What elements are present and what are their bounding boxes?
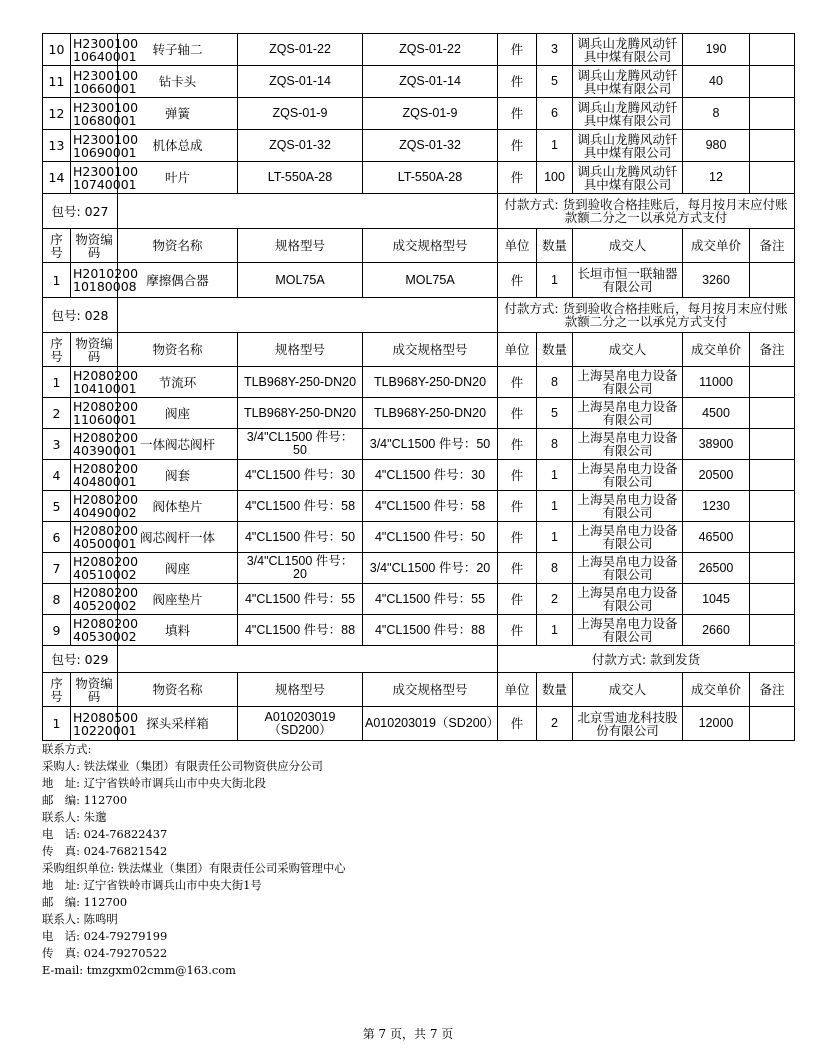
material-code-cell: H2080200 40520002 (71, 584, 118, 615)
header-name: 物资名称 (118, 333, 238, 367)
table-header-row (43, 229, 795, 263)
supplier-cell: 上海昊帛电力设备有限公司 (573, 460, 683, 491)
package-number: 包号: 028 (43, 298, 118, 333)
spec-cell: 3/4"CL1500 件号：20 (238, 553, 363, 584)
material-code-cell: H2080200 40480001 (71, 460, 118, 491)
unit-cell: 件 (498, 615, 537, 646)
remark-cell (750, 522, 795, 553)
price-cell: 12000 (683, 707, 750, 741)
contact-line: 邮 编: 112700 (42, 793, 128, 807)
seq-cell: 11 (43, 66, 71, 98)
qty-cell: 8 (537, 553, 573, 584)
seq-cell: 1 (43, 707, 71, 741)
package-spacer (118, 298, 498, 333)
unit-cell: 件 (498, 367, 537, 398)
supplier-cell: 上海昊帛电力设备有限公司 (573, 522, 683, 553)
header-code: 物资编码 (71, 673, 118, 707)
header-supplier: 成交人 (573, 333, 683, 367)
supplier-cell: 上海昊帛电力设备有限公司 (573, 553, 683, 584)
header-unit: 单位 (498, 333, 537, 367)
header-remark: 备注 (750, 333, 795, 367)
price-cell: 3260 (683, 263, 750, 298)
table-row (43, 367, 795, 398)
material-name-cell: 探头采样箱 (118, 707, 238, 741)
qty-cell: 8 (537, 367, 573, 398)
deal-spec-cell: 3/4"CL1500 件号：50 (363, 429, 498, 460)
remark-cell (750, 263, 795, 298)
header-deal-spec: 成交规格型号 (363, 229, 498, 263)
spec-cell: ZQS-01-32 (238, 130, 363, 162)
deal-spec-cell: TLB968Y-250-DN20 (363, 398, 498, 429)
seq-cell: 6 (43, 522, 71, 553)
table-row (43, 162, 795, 194)
header-spec: 规格型号 (238, 333, 363, 367)
contact-line: 联系人: 朱邈 (42, 810, 107, 824)
remark-cell (750, 162, 795, 194)
price-cell: 11000 (683, 367, 750, 398)
qty-cell: 1 (537, 130, 573, 162)
deal-spec-cell: 4"CL1500 件号：50 (363, 522, 498, 553)
price-cell: 40 (683, 66, 750, 98)
material-name-cell: 一体阀芯阀杆 (118, 429, 238, 460)
seq-cell: 1 (43, 367, 71, 398)
material-code-cell: H2080200 40490002 (71, 491, 118, 522)
remark-cell (750, 553, 795, 584)
material-name-cell: 阀套 (118, 460, 238, 491)
spec-cell: 4"CL1500 件号：50 (238, 522, 363, 553)
header-price: 成交单价 (683, 673, 750, 707)
unit-cell: 件 (498, 98, 537, 130)
remark-cell (750, 98, 795, 130)
deal-spec-cell: A010203019（SD200） (363, 707, 498, 741)
contact-line: 电 话: 024-79279199 (42, 929, 168, 943)
deal-spec-cell: TLB968Y-250-DN20 (363, 367, 498, 398)
spec-cell: TLB968Y-250-DN20 (238, 398, 363, 429)
material-code-cell: H2080200 40390001 (71, 429, 118, 460)
material-code-cell: H2080200 11060001 (71, 398, 118, 429)
material-name-cell: 节流环 (118, 367, 238, 398)
contact-info (42, 741, 346, 979)
table-row (43, 130, 795, 162)
header-qty: 数量 (537, 333, 573, 367)
contact-line: 传 真: 024-76821542 (42, 844, 168, 858)
table-header-row (43, 333, 795, 367)
seq-cell: 5 (43, 491, 71, 522)
spec-cell: 4"CL1500 件号：55 (238, 584, 363, 615)
material-code-cell: H2010200 10180008 (71, 263, 118, 298)
header-seq: 序号 (43, 229, 71, 263)
unit-cell: 件 (498, 263, 537, 298)
deal-spec-cell: ZQS-01-32 (363, 130, 498, 162)
seq-cell: 10 (43, 34, 71, 66)
material-name-cell: 机体总成 (118, 130, 238, 162)
header-spec: 规格型号 (238, 229, 363, 263)
qty-cell: 1 (537, 522, 573, 553)
contact-line: 传 真: 024-79270522 (42, 946, 168, 960)
material-code-cell: H2080500 10220001 (71, 707, 118, 741)
spec-cell: ZQS-01-14 (238, 66, 363, 98)
spec-cell: 4"CL1500 件号：30 (238, 460, 363, 491)
remark-cell (750, 615, 795, 646)
qty-cell: 1 (537, 491, 573, 522)
deal-spec-cell: 4"CL1500 件号：88 (363, 615, 498, 646)
seq-cell: 12 (43, 98, 71, 130)
spec-cell: LT-550A-28 (238, 162, 363, 194)
contact-line: 地 址: 辽宁省铁岭市调兵山市中央大街1号 (42, 878, 262, 892)
header-spec: 规格型号 (238, 673, 363, 707)
price-cell: 4500 (683, 398, 750, 429)
material-name-cell: 阀座垫片 (118, 584, 238, 615)
material-name-cell: 阀座 (118, 398, 238, 429)
qty-cell: 2 (537, 584, 573, 615)
supplier-cell: 上海昊帛电力设备有限公司 (573, 615, 683, 646)
qty-cell: 5 (537, 66, 573, 98)
qty-cell: 6 (537, 98, 573, 130)
price-cell: 46500 (683, 522, 750, 553)
deal-spec-cell: 4"CL1500 件号：55 (363, 584, 498, 615)
contact-line: 联系方式: (42, 742, 92, 756)
deal-spec-cell: MOL75A (363, 263, 498, 298)
contact-line: 地 址: 辽宁省铁岭市调兵山市中央大街北段 (42, 776, 266, 790)
table-row (43, 398, 795, 429)
supplier-cell: 长垣市恒一联轴器有限公司 (573, 263, 683, 298)
table-row (43, 98, 795, 130)
unit-cell: 件 (498, 707, 537, 741)
price-cell: 26500 (683, 553, 750, 584)
header-price: 成交单价 (683, 333, 750, 367)
contact-line: E-mail: tmzgxm02cmm@163.com (42, 963, 236, 977)
contact-line: 联系人: 陈鸣明 (42, 912, 118, 926)
header-deal-spec: 成交规格型号 (363, 673, 498, 707)
header-price: 成交单价 (683, 229, 750, 263)
deal-spec-cell: ZQS-01-9 (363, 98, 498, 130)
seq-cell: 7 (43, 553, 71, 584)
unit-cell: 件 (498, 584, 537, 615)
spec-cell: ZQS-01-9 (238, 98, 363, 130)
payment-terms: 付款方式: 款到发货 (498, 646, 795, 673)
qty-cell: 1 (537, 460, 573, 491)
spec-cell: 3/4"CL1500 件号：50 (238, 429, 363, 460)
material-name-cell: 阀体垫片 (118, 491, 238, 522)
header-qty: 数量 (537, 229, 573, 263)
remark-cell (750, 130, 795, 162)
seq-cell: 3 (43, 429, 71, 460)
material-code-cell: H2080200 10410001 (71, 367, 118, 398)
price-cell: 8 (683, 98, 750, 130)
supplier-cell: 上海昊帛电力设备有限公司 (573, 584, 683, 615)
supplier-cell: 调兵山龙腾风动钎具中煤有限公司 (573, 34, 683, 66)
header-seq: 序号 (43, 333, 71, 367)
qty-cell: 2 (537, 707, 573, 741)
header-name: 物资名称 (118, 673, 238, 707)
unit-cell: 件 (498, 398, 537, 429)
table-header-row (43, 673, 795, 707)
material-code-cell: H2080200 40530002 (71, 615, 118, 646)
price-cell: 12 (683, 162, 750, 194)
remark-cell (750, 367, 795, 398)
spec-cell: ZQS-01-22 (238, 34, 363, 66)
table-row (43, 491, 795, 522)
contact-line: 采购人: 铁法煤业（集团）有限责任公司物资供应分公司 (42, 759, 323, 773)
material-code-cell: H2080200 40510002 (71, 553, 118, 584)
remark-cell (750, 584, 795, 615)
package-row (43, 646, 795, 673)
unit-cell: 件 (498, 34, 537, 66)
seq-cell: 4 (43, 460, 71, 491)
remark-cell (750, 460, 795, 491)
header-seq: 序号 (43, 673, 71, 707)
price-cell: 1230 (683, 491, 750, 522)
price-cell: 980 (683, 130, 750, 162)
material-code-cell: H2300100 10640001 (71, 34, 118, 66)
material-name-cell: 钻卡头 (118, 66, 238, 98)
contact-line: 采购组织单位: 铁法煤业（集团）有限责任公司采购管理中心 (42, 861, 346, 875)
seq-cell: 8 (43, 584, 71, 615)
header-deal-spec: 成交规格型号 (363, 333, 498, 367)
header-supplier: 成交人 (573, 229, 683, 263)
unit-cell: 件 (498, 66, 537, 98)
supplier-cell: 调兵山龙腾风动钎具中煤有限公司 (573, 98, 683, 130)
table-row (43, 460, 795, 491)
table-row (43, 66, 795, 98)
header-unit: 单位 (498, 673, 537, 707)
deal-spec-cell: 3/4"CL1500 件号：20 (363, 553, 498, 584)
package-row (43, 194, 795, 229)
payment-terms: 付款方式: 货到验收合格挂账后，每月按月末应付账款额二分之一以承兑方式支付 (498, 298, 795, 333)
table-row (43, 263, 795, 298)
package-spacer (118, 646, 498, 673)
table-row (43, 584, 795, 615)
header-unit: 单位 (498, 229, 537, 263)
seq-cell: 2 (43, 398, 71, 429)
price-cell: 1045 (683, 584, 750, 615)
material-name-cell: 阀座 (118, 553, 238, 584)
supplier-cell: 上海昊帛电力设备有限公司 (573, 429, 683, 460)
unit-cell: 件 (498, 460, 537, 491)
material-name-cell: 摩擦偶合器 (118, 263, 238, 298)
page-footer: 第 7 页，共 7 页 (362, 1027, 454, 1041)
material-code-cell: H2300100 10690001 (71, 130, 118, 162)
supplier-cell: 调兵山龙腾风动钎具中煤有限公司 (573, 162, 683, 194)
spec-cell: A010203019（SD200） (238, 707, 363, 741)
contact-line: 电 话: 024-76822437 (42, 827, 168, 841)
spec-cell: MOL75A (238, 263, 363, 298)
package-row (43, 298, 795, 333)
table-row (43, 522, 795, 553)
header-code: 物资编码 (71, 229, 118, 263)
qty-cell: 8 (537, 429, 573, 460)
material-name-cell: 阀芯阀杆一体 (118, 522, 238, 553)
remark-cell (750, 66, 795, 98)
deal-spec-cell: LT-550A-28 (363, 162, 498, 194)
package-number: 包号: 027 (43, 194, 118, 229)
qty-cell: 1 (537, 263, 573, 298)
procurement-result-table (42, 33, 795, 741)
remark-cell (750, 491, 795, 522)
remark-cell (750, 398, 795, 429)
supplier-cell: 上海昊帛电力设备有限公司 (573, 367, 683, 398)
qty-cell: 3 (537, 34, 573, 66)
table-row (43, 34, 795, 66)
package-spacer (118, 194, 498, 229)
qty-cell: 5 (537, 398, 573, 429)
deal-spec-cell: 4"CL1500 件号：30 (363, 460, 498, 491)
material-code-cell: H2300100 10660001 (71, 66, 118, 98)
spec-cell: TLB968Y-250-DN20 (238, 367, 363, 398)
table-row (43, 429, 795, 460)
header-remark: 备注 (750, 229, 795, 263)
table-row (43, 707, 795, 741)
header-qty: 数量 (537, 673, 573, 707)
material-name-cell: 叶片 (118, 162, 238, 194)
unit-cell: 件 (498, 491, 537, 522)
qty-cell: 100 (537, 162, 573, 194)
supplier-cell: 北京雪迪龙科技股份有限公司 (573, 707, 683, 741)
price-cell: 2660 (683, 615, 750, 646)
price-cell: 38900 (683, 429, 750, 460)
unit-cell: 件 (498, 553, 537, 584)
table-row (43, 615, 795, 646)
supplier-cell: 上海昊帛电力设备有限公司 (573, 491, 683, 522)
material-name-cell: 填料 (118, 615, 238, 646)
material-name-cell: 转子轴二 (118, 34, 238, 66)
unit-cell: 件 (498, 429, 537, 460)
unit-cell: 件 (498, 522, 537, 553)
supplier-cell: 上海昊帛电力设备有限公司 (573, 398, 683, 429)
deal-spec-cell: ZQS-01-14 (363, 66, 498, 98)
unit-cell: 件 (498, 130, 537, 162)
supplier-cell: 调兵山龙腾风动钎具中煤有限公司 (573, 66, 683, 98)
material-code-cell: H2300100 10680001 (71, 98, 118, 130)
deal-spec-cell: 4"CL1500 件号：58 (363, 491, 498, 522)
price-cell: 20500 (683, 460, 750, 491)
qty-cell: 1 (537, 615, 573, 646)
unit-cell: 件 (498, 162, 537, 194)
header-name: 物资名称 (118, 229, 238, 263)
header-remark: 备注 (750, 673, 795, 707)
seq-cell: 14 (43, 162, 71, 194)
remark-cell (750, 707, 795, 741)
seq-cell: 9 (43, 615, 71, 646)
package-number: 包号: 029 (43, 646, 118, 673)
contact-line: 邮 编: 112700 (42, 895, 128, 909)
payment-terms: 付款方式: 货到验收合格挂账后，每月按月末应付账款额二分之一以承兑方式支付 (498, 194, 795, 229)
supplier-cell: 调兵山龙腾风动钎具中煤有限公司 (573, 130, 683, 162)
seq-cell: 13 (43, 130, 71, 162)
material-code-cell: H2080200 40500001 (71, 522, 118, 553)
deal-spec-cell: ZQS-01-22 (363, 34, 498, 66)
material-name-cell: 弹簧 (118, 98, 238, 130)
header-supplier: 成交人 (573, 673, 683, 707)
spec-cell: 4"CL1500 件号：88 (238, 615, 363, 646)
material-code-cell: H2300100 10740001 (71, 162, 118, 194)
seq-cell: 1 (43, 263, 71, 298)
price-cell: 190 (683, 34, 750, 66)
header-code: 物资编码 (71, 333, 118, 367)
spec-cell: 4"CL1500 件号：58 (238, 491, 363, 522)
remark-cell (750, 429, 795, 460)
remark-cell (750, 34, 795, 66)
table-row (43, 553, 795, 584)
